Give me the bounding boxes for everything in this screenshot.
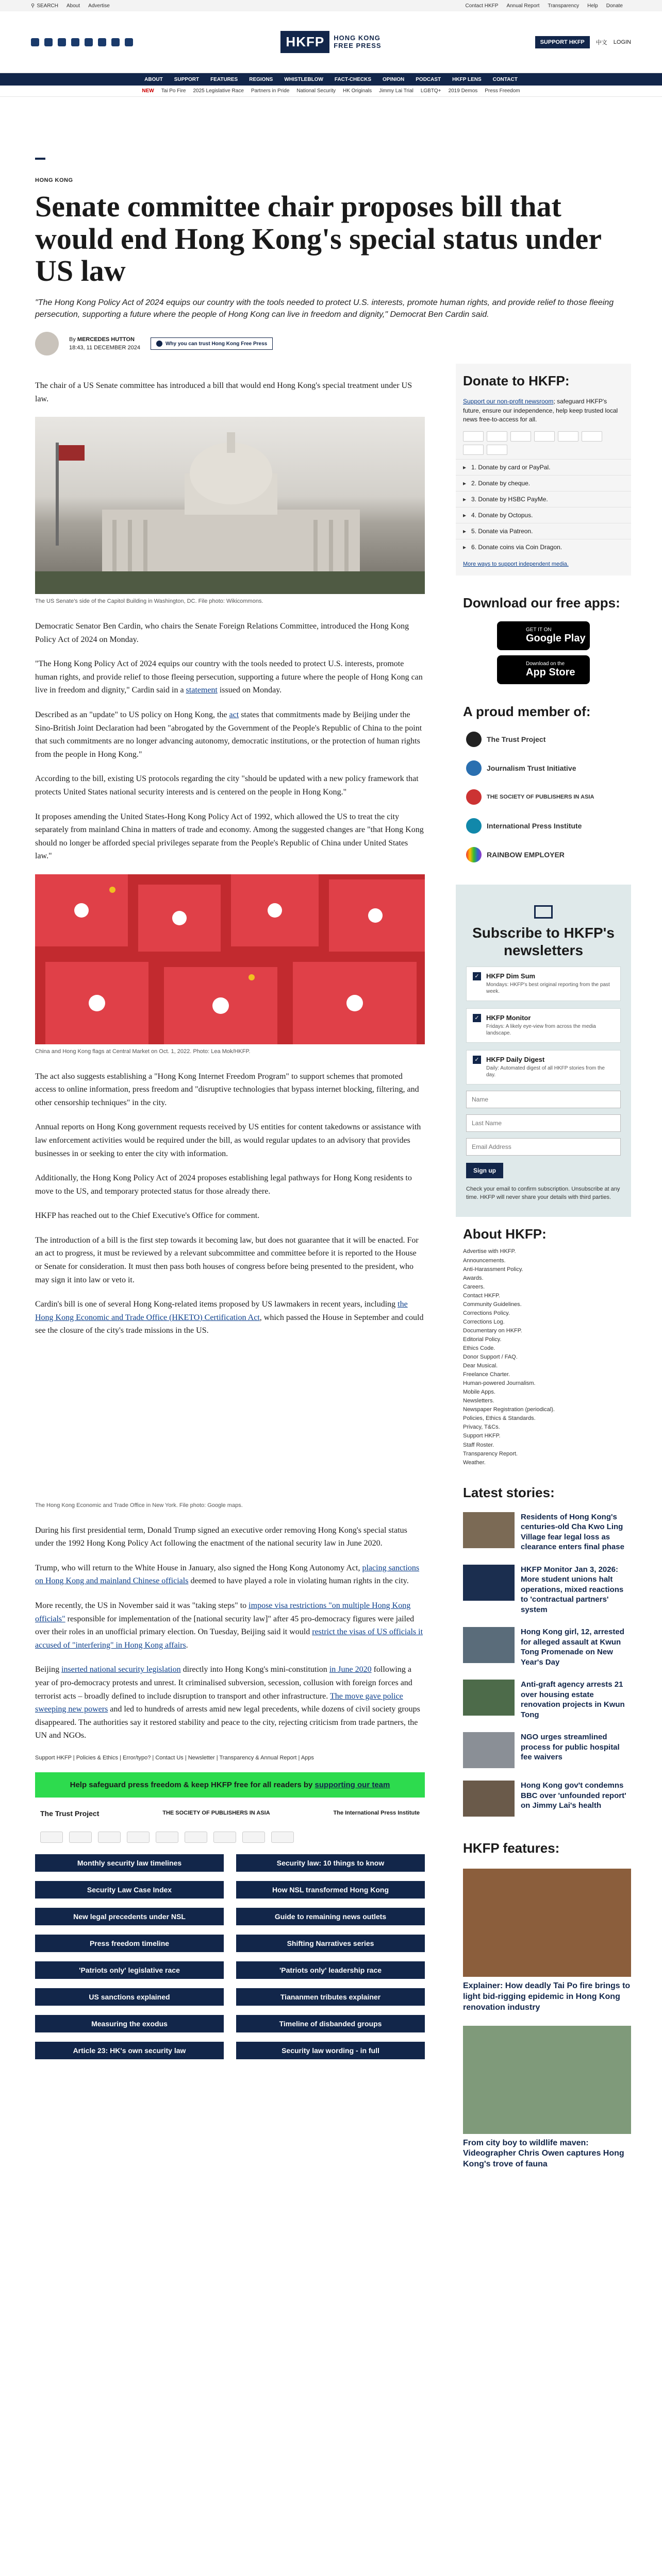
story-thumbnail [463, 1781, 515, 1817]
about-list [456, 1247, 631, 1467]
spi-logo[interactable]: THE SOCIETY OF PUBLISHERS IN ASIA [162, 1809, 270, 1816]
membership-logos [35, 1798, 425, 1829]
explainer-buttons [35, 1854, 425, 2059]
patreon-icon [271, 1832, 294, 1843]
topic-link[interactable]: Tai Po Fire [161, 88, 186, 94]
author-name[interactable]: MERCEDES HUTTON [77, 336, 135, 343]
about-item[interactable]: Advertise with HKFP. [463, 1248, 516, 1255]
checkbox[interactable]: ✓ [473, 1056, 481, 1064]
explainer-button[interactable]: 'Patriots only' legislative race [35, 1961, 224, 1979]
figure-caption: The Hong Kong Economic and Trade Office in New York. File photo: Google maps. [35, 1502, 243, 1509]
story-item[interactable]: Hong Kong girl, 12, arrested for alleged assault at Kwun Tong Promenade on New Year's Day [456, 1621, 631, 1673]
nav-contact[interactable]: CONTACT [492, 76, 518, 82]
story-thumbnail [463, 1680, 515, 1716]
about-item[interactable]: Newsletters. [463, 1398, 494, 1404]
ipi-icon [466, 818, 482, 834]
jti-icon [466, 760, 482, 776]
hketo-act-link[interactable]: the Hong Kong Economic and Trade Office (HKETO) Certification Act [35, 1300, 408, 1322]
language-switch[interactable]: 中文 [595, 39, 607, 46]
about-item[interactable]: Policies, Ethics & Standards. [463, 1415, 536, 1422]
about-item[interactable]: Dear Musical. [463, 1363, 498, 1369]
about-item[interactable]: Mobile Apps. [463, 1389, 495, 1396]
amex-icon [98, 1832, 121, 1843]
about-item[interactable]: Anti-Harassment Policy. [463, 1266, 523, 1273]
beijing-visa-link[interactable]: restrict the visas of US officials it accused of "interfering" in Hong Kong affairs [35, 1628, 423, 1650]
donate-payment-logos [456, 427, 631, 459]
help-link[interactable]: Help [587, 3, 598, 9]
advertise-link[interactable]: Advertise [88, 3, 110, 9]
nav-opinion[interactable]: OPINION [383, 76, 405, 82]
nav-about[interactable]: ABOUT [144, 76, 163, 82]
nav-whistleblow[interactable]: WHISTLEBLOW [284, 76, 323, 82]
checkbox[interactable]: ✓ [473, 972, 481, 980]
about-item[interactable]: Human-powered Journalism. [463, 1380, 536, 1387]
trust-project-icon [466, 732, 482, 747]
topic-link[interactable]: Press Freedom [485, 88, 520, 94]
annual-report-link[interactable]: Annual Report [506, 3, 540, 9]
x-icon[interactable] [44, 38, 53, 46]
article-title: Senate committee chair proposes bill that would end Hong Kong's special status under US law [35, 190, 601, 288]
social-links [31, 38, 201, 46]
masthead [0, 11, 662, 73]
utility-bar [0, 0, 662, 11]
explainer-button[interactable]: Measuring the exodus [35, 2015, 224, 2032]
topic-link[interactable]: 2019 Demos [448, 88, 478, 94]
figure [35, 874, 425, 1057]
name-field[interactable] [466, 1091, 621, 1108]
rainbow-icon [466, 847, 482, 862]
about-link[interactable]: About [67, 3, 80, 9]
topic-link[interactable]: 2025 Legislative Race [193, 88, 244, 94]
police-powers-link[interactable]: The move gave police sweeping new powers [35, 1691, 403, 1714]
mastercard-icon [69, 1832, 92, 1843]
ipi-logo[interactable]: The International Press Institute [333, 1809, 420, 1816]
story-thumbnail [463, 1512, 515, 1548]
about-item[interactable]: Editorial Policy. [463, 1336, 502, 1343]
explainer-button[interactable]: New legal precedents under NSL [35, 1908, 224, 1925]
about-item[interactable]: Careers. [463, 1283, 485, 1290]
figure [35, 417, 425, 606]
chevron-right-icon: ▸ [463, 544, 467, 551]
about-item[interactable]: Support HKFP. [463, 1433, 501, 1439]
search-link[interactable]: ⚲ SEARCH [31, 3, 59, 9]
story-item[interactable]: NGO urges streamlined process for public hospital fee waivers [456, 1726, 631, 1774]
sanctions-link[interactable]: placing sanctions on Hong Kong and mainland Chinese officials [35, 1563, 420, 1586]
donate-option[interactable]: ▸ 6. Donate coins via Coin Dragon. [456, 539, 631, 555]
more-ways-link[interactable]: More ways to support independent media. [463, 561, 569, 568]
main-nav [0, 73, 662, 86]
about-item[interactable]: Privacy, T&Cs. [463, 1424, 500, 1431]
visa-icon [487, 431, 507, 442]
about-item[interactable]: Donor Support / FAQ. [463, 1354, 518, 1361]
explainer-button[interactable]: Security Law Case Index [35, 1881, 224, 1899]
donate-option[interactable]: ▸ 2. Donate by cheque. [456, 475, 631, 491]
new-badge: NEW [142, 88, 154, 94]
last-name-field[interactable] [466, 1114, 621, 1132]
chevron-right-icon: ▸ [463, 512, 467, 519]
payme-icon [463, 445, 484, 455]
figure [35, 1349, 425, 1511]
nav-regions[interactable]: REGIONS [249, 76, 273, 82]
statement-link[interactable]: statement [186, 686, 218, 695]
chevron-right-icon: ▸ [463, 528, 467, 535]
article-footer-links[interactable]: Support HKFP | Policies & Ethics | Error/typo? | Contact Us | Newsletter | Transparency & Annual Report | Apps [35, 1754, 314, 1761]
visa-icon [40, 1832, 63, 1843]
article-header [0, 97, 662, 364]
about-item[interactable]: Community Guidelines. [463, 1301, 522, 1308]
donate-widget: Donate to HKFP: Support our non-profit newsroom; safeguard HKFP's future, ensure our independence, help keep trusted local news free-to-access for all. ▸ 1. Donate by card or PayPal. ▸ 2. Donate by cheque. ▸ 3. Donate by HSBC PayMe. ▸ 4. Donate by Octopus. ▸ 5. Donate via Patreon. ▸ 6. Donate coins via Coin Dragon. More ways to support independent media. [456, 364, 631, 575]
payme-icon [213, 1832, 236, 1843]
topic-nav [0, 86, 662, 97]
info-icon [156, 341, 162, 347]
mastercard-icon [510, 431, 531, 442]
about-item[interactable]: Documentary on HKFP. [463, 1327, 522, 1334]
article-category[interactable]: HONG KONG [35, 158, 627, 183]
telegram-icon[interactable] [98, 38, 106, 46]
about-item[interactable]: Transparency Report. [463, 1450, 518, 1457]
article-body: The chair of a US Senate committee has introduced a bill that would end Hong Kong's special treatment under US law. The US Senate's side of the Capitol Building in Washington, DC. File photo: Wikicommons. Democratic Senator Ben Cardin, who chairs the Senate Foreign Relations Committee, introduced the Hong Kong Policy Act of 2024 on Monday. "The Hong Kong Policy Act of 2024 equips our country with the tools needed to protect U.S. interests, promote human rights, and provide relief to those fleeing persecution, supporting a future where the people of Hong Kong can live in freedom and dignity," Cardin said in a statement issued on Monday. Described as an "update" to US policy on Hong Kong, the act states that commitments made by Beijing under the Sino-British Joint Declaration had been "abrogated by the Government of the People's Republic of China to the point that such commitments are no longer advancing autonomy, democratic institutions, or the protection of human rights from the people in Hong Kong." According to the bill, existing US protocols regarding the city "should be updated with a new policy framework that protects United States national security interests and is centered on the people in Hong Kong." It proposes amending the United States-Hong Kong Policy Act of 1992, which allowed the US to treat the city separately from mainland China in matters of trade and economy. Among the suggested changes are "that Hong Kong should no longer be afforded special privileges separate from the People's Republic of China under United States law." China and Hong Kong flags at Central Market on Oct. 1, 2022. Photo: Lea Mok/HKFP. The act also suggests establishing a "Hong Kong Internet Freedom Program" to support schemes that promoted access to online information, press freedom and "disruptive technologies that bypass internet blocking, filtering, and other censorship techniques" in the city. Annual reports on Hong Kong government requests received by US entities for content takedowns or assistance with law enforcement activities would be required under the bill, as would regular updates to an advisory that provides businesses in or seeking to enter the city with information. Additionally, the Hong Kong Policy Act of 2024 proposes establishing legal pathways for Hong Kong residents to move to the US, and temporary protected status for those already there. HKFP has reached out to the Chief Executive's Office for comment. The introduction of a bill is the first step towards it becoming law, but does not guarantee that it will be enacted. For an act to progress, it must be reviewed by a relevant subcommittee and committee before it is reported to the House or Senate for consideration. It must then pass both houses of congress before being presented to the president, who may sign it into law or veto it. Cardin's bill is one of several Hong Kong-related items proposed by US lawmakers in recent years, including the Hong Kong Economic and Trade Office (HKETO) Certification Act, which passed the House in September and could see the closure of the city's trade missions in the US. The Hong Kong Economic and Trade Office in New York. File photo: Google maps. During his first presidential term, Donald Trump signed an executive order removing Hong Kong's special status under the 1992 Hong Kong Policy Act following the enactment of the national security law in June 2020. Trump, who will return to the White House in January, also signed the Hong Kong Autonomy Act, placing sanctions on Hong Kong and mainland Chinese officials deemed to have played a role in violating human rights in the city. More recently, the US in November said it was "taking steps" to impose visa restrictions "on multiple Hong Kong officials" responsible for implementation of the [national security law]" after 45 pro-democracy figures were jailed over their roles in an unofficial primary election. On Tuesday, Beijing said it would restrict the visas of US officials it accused of "interfering" in Hong Kong affairs. Beijing inserted national security legislation directly into Hong Kong's mini-constitution in June 2020 following a year of pro-democracy protests and unrest. It criminalised subversion, secession, collusion with foreign forces and terrorist acts – broadly defined to include disruption to transport and other infrastructure. The move gave police sweeping new powers and led to hundreds of arrests amid new legal precedents, while dozens of civil society groups disappeared. The authorities say it restored stability and peace to the city, rejecting criticism from trade partners, the UN and NGOs. Support HKFP | Policies & Ethics | Error/typo? | Contact Us | Newsletter | Transparency & Annual Report | Apps Help safeguard press freedom & keep HKFP free for all readers by supporting our team The Trust Project THE SOCIETY OF PUBLISHERS IN ASIA The International Press Institute Monthly security law timelines Security law: 10 things to know Security Law Case Index How NSL transformed Hong Kong New legal precedents under NSL Guide to remaining news outlets Press freedom timeline Shifting Narratives series 'Patriots only' legislative race 'Patriots only' leadership race US sanctions explained Tiananmen tributes explainer Measuring the exodus Timeline of disbanded groups Article 23: HK's own security law Security law wording - in full [35, 379, 425, 2182]
nav-features[interactable]: FEATURES [210, 76, 238, 82]
explainer-button[interactable]: Security law wording - in full [236, 2042, 425, 2059]
about-title: About HKFP: [463, 1226, 547, 1242]
topic-link[interactable]: HK Originals [342, 88, 372, 94]
about-item[interactable]: Corrections Policy. [463, 1310, 510, 1316]
nsl-link[interactable]: inserted national security legislation [61, 1665, 181, 1674]
topic-link[interactable]: Jimmy Lai Trial [379, 88, 413, 94]
member-logo[interactable]: The Trust Project [456, 725, 631, 754]
figure-caption: China and Hong Kong flags at Central Market on Oct. 1, 2022. Photo: Lea Mok/HKFP. [35, 1048, 251, 1055]
chevron-right-icon: ▸ [463, 496, 467, 503]
rss-icon[interactable] [125, 38, 133, 46]
explainer-button[interactable]: US sanctions explained [35, 1988, 224, 2006]
paypal-icon [463, 431, 484, 442]
youtube-icon[interactable] [85, 38, 93, 46]
member-logo[interactable]: Journalism Trust Initiative [456, 754, 631, 783]
newsletter-option[interactable]: ✓ HKFP Dim Sum Mondays: HKFP's best original reporting from the past week. [466, 967, 621, 1001]
trust-link[interactable]: Why you can trust Hong Kong Free Press [151, 337, 273, 350]
google-play-button[interactable]: GET IT ON Google Play [497, 621, 590, 650]
threads-icon[interactable] [71, 38, 79, 46]
trust-project-logo[interactable]: The Trust Project [40, 1809, 100, 1818]
about-item[interactable]: Weather. [463, 1459, 486, 1466]
newsletter-widget [456, 885, 631, 1217]
amex-icon [534, 431, 555, 442]
about-item[interactable]: Contact HKFP. [463, 1292, 500, 1299]
login-link[interactable]: LOGIN [613, 39, 631, 45]
story-thumbnail [463, 1732, 515, 1768]
donate-link[interactable]: Donate [606, 3, 623, 9]
features-widget [456, 1831, 631, 2170]
about-item[interactable]: Staff Roster. [463, 1442, 494, 1448]
donate-option[interactable]: ▸ 5. Donate via Patreon. [456, 523, 631, 539]
feature-image [463, 2026, 631, 2134]
story-item[interactable]: Anti-graft agency arrests 21 over housing estate renovation projects in Kwun Tong [456, 1673, 631, 1726]
avatar [35, 332, 59, 355]
about-item[interactable]: Announcements. [463, 1257, 506, 1264]
about-item[interactable]: Corrections Log. [463, 1318, 505, 1325]
flags-photo [35, 874, 425, 1044]
feature-item[interactable]: From city boy to wildlife maven: Videographer Chris Owen captures Hong Kong's trove of fauna [463, 2026, 631, 2170]
support-newsroom-link[interactable]: Support our non-profit newsroom [463, 398, 554, 405]
article-standfirst: "The Hong Kong Policy Act of 2024 equips our country with the tools needed to protect U.S. interests, promote human rights, and provide relief to those fleeing persecution, supporting a future where the people of Hong Kong can live in freedom and dignity," Democrat Ben Cardin said. [35, 298, 614, 319]
unionpay-icon [185, 1832, 207, 1843]
octopus-icon [242, 1832, 265, 1843]
chevron-right-icon: ▸ [463, 464, 467, 471]
story-thumbnail [463, 1565, 515, 1601]
topic-link[interactable]: Partners in Pride [251, 88, 290, 94]
spi-icon [466, 789, 482, 805]
visa-restrictions-link[interactable]: impose visa restrictions "on multiple Hong Kong officials" [35, 1601, 411, 1623]
explainer-button[interactable]: 'Patriots only' leadership race [236, 1961, 425, 1979]
chevron-right-icon: ▸ [463, 480, 467, 487]
donate-option[interactable]: ▸ 1. Donate by card or PayPal. [456, 459, 631, 475]
explainer-button[interactable]: Timeline of disbanded groups [236, 2015, 425, 2032]
topic-link[interactable]: LGBTQ+ [420, 88, 441, 94]
publish-date: 18:43, 11 DECEMBER 2024 [69, 345, 140, 351]
newsletter-title: Subscribe to HKFP's newsletters [472, 925, 615, 959]
member-logo[interactable]: RAINBOW EMPLOYER [456, 840, 631, 869]
support-promo: Help safeguard press freedom & keep HKFP free for all readers by supporting our team [35, 1772, 425, 1798]
newsletter-option[interactable]: ✓ HKFP Daily Digest Daily: Automated digest of all HKFP stories from the day. [466, 1050, 621, 1084]
hketo-photo [35, 1349, 425, 1498]
june-2020-link[interactable]: in June 2020 [329, 1665, 372, 1674]
nav-podcast[interactable]: PODCAST [416, 76, 441, 82]
support-team-link[interactable]: supporting our team [315, 1780, 390, 1789]
member-logo[interactable]: International Press Institute [456, 811, 631, 840]
app-store-button[interactable]: Download on the App Store [497, 655, 590, 684]
mail-icon[interactable] [111, 38, 120, 46]
explainer-button[interactable]: Monthly security law timelines [35, 1854, 224, 1872]
about-item[interactable]: Newspaper Registration (periodical). [463, 1406, 555, 1413]
explainer-button[interactable]: How NSL transformed Hong Kong [236, 1881, 425, 1899]
nav-hkfp-lens[interactable]: HKFP LENS [452, 76, 482, 82]
about-item[interactable]: Ethics Code. [463, 1345, 495, 1351]
capitol-photo [35, 417, 425, 594]
donate-title: Donate to HKFP: [463, 373, 570, 389]
about-item[interactable]: Awards. [463, 1275, 484, 1281]
act-link[interactable]: act [229, 710, 239, 719]
explainer-button[interactable]: Tiananmen tributes explainer [236, 1988, 425, 2006]
donate-option[interactable]: ▸ 3. Donate by HSBC PayMe. [456, 491, 631, 507]
sidebar [456, 373, 631, 2182]
newsletter-note: Check your email to confirm subscription. Unsubscribe at any time. HKFP will never share your details with third parties. [466, 1185, 620, 1200]
site-logo[interactable]: HKFP HONG KONG FREE PRESS [201, 31, 461, 53]
feature-item[interactable]: Explainer: How deadly Tai Po fire brings to light bid-rigging epidemic in Hong Kong renovation industry [463, 1869, 631, 2013]
nav-fact-checks[interactable]: FACT-CHECKS [334, 76, 372, 82]
member-logo[interactable]: THE SOCIETY OF PUBLISHERS IN ASIA [456, 783, 631, 811]
email-field[interactable] [466, 1138, 621, 1156]
story-item[interactable]: Hong Kong gov't condemns BBC over 'unfounded report' on Jimmy Lai's health [456, 1774, 631, 1823]
instagram-icon[interactable] [58, 38, 66, 46]
explainer-button[interactable]: Shifting Narratives series [236, 1935, 425, 1952]
topic-link[interactable]: National Security [296, 88, 336, 94]
contact-link[interactable]: Contact HKFP [465, 3, 499, 9]
apps-title: Download our free apps: [463, 595, 620, 611]
story-item[interactable]: Residents of Hong Kong's centuries-old Cha Kwo Ling Village fear legal loss as clearance enters final phase [456, 1506, 631, 1558]
paypal-icon [127, 1832, 150, 1843]
jcb-icon [558, 431, 578, 442]
transparency-link[interactable]: Transparency [548, 3, 580, 9]
latest-title: Latest stories: [463, 1484, 555, 1500]
feature-image [463, 1869, 631, 1977]
jcb-icon [156, 1832, 178, 1843]
explainer-button[interactable]: Security law: 10 things to know [236, 1854, 425, 1872]
story-item[interactable]: HKFP Monitor Jan 3, 2026: More student unions halt operations, mixed reactions to 'contractual partners' system [456, 1558, 631, 1621]
member-list [456, 725, 631, 869]
unionpay-icon [582, 431, 602, 442]
figure-caption: The US Senate's side of the Capitol Building in Washington, DC. File photo: Wikicommons. [35, 598, 263, 605]
features-title: HKFP features: [463, 1840, 560, 1856]
octopus-icon [487, 445, 507, 455]
explainer-button[interactable]: Guide to remaining news outlets [236, 1908, 425, 1925]
payment-logos [35, 1829, 425, 1851]
signup-button[interactable]: Sign up [466, 1163, 503, 1178]
newsletter-option[interactable]: ✓ HKFP Monitor Fridays: A likely eye-view from across the media landscape. [466, 1008, 621, 1043]
member-title: A proud member of: [463, 704, 591, 720]
mail-icon [466, 905, 621, 920]
about-widget [456, 1217, 631, 1467]
explainer-button[interactable]: Press freedom timeline [35, 1935, 224, 1952]
support-button[interactable]: SUPPORT HKFP [535, 36, 590, 48]
donate-option[interactable]: ▸ 4. Donate by Octopus. [456, 507, 631, 523]
about-item[interactable]: Freelance Charter. [463, 1371, 510, 1378]
facebook-icon[interactable] [31, 38, 39, 46]
explainer-button[interactable]: Article 23: HK's own security law [35, 2042, 224, 2059]
nav-support[interactable]: SUPPORT [174, 76, 200, 82]
story-thumbnail [463, 1627, 515, 1663]
checkbox[interactable]: ✓ [473, 1014, 481, 1022]
search-icon: ⚲ [31, 3, 35, 9]
latest-stories [456, 1476, 631, 1823]
byline: By MERCEDES HUTTON 18:43, 11 DECEMBER 2024 Why you can trust Hong Kong Free Press [35, 332, 627, 364]
